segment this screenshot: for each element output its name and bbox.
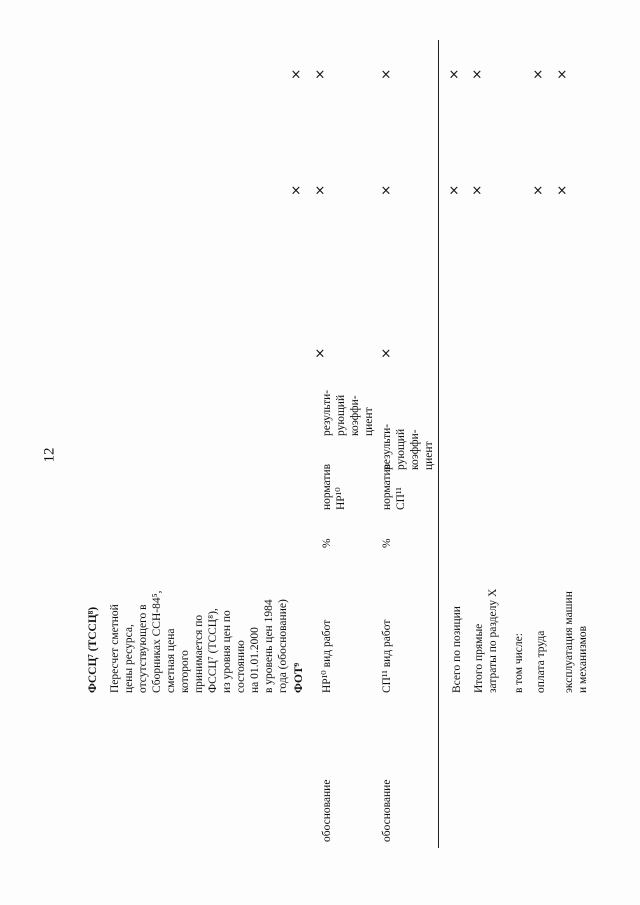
cross-mark: × bbox=[314, 183, 326, 199]
including-label: в том числе: bbox=[513, 633, 525, 693]
cross-mark: × bbox=[532, 183, 544, 199]
page-number: 12 bbox=[41, 447, 58, 463]
cross-mark: × bbox=[380, 183, 392, 199]
cross-mark: × bbox=[314, 346, 326, 362]
recalc-text: Пересчет сметной цены ресурса, отсутствующего в Сборниках ССН-84⁵, сметная цена которого принимается по ФССЦ⁷ (ТССЦ⁸), из уровня цен по состоянию на 01.01.2000 в уровень цен 1984 года (обоснование) bbox=[109, 590, 289, 693]
nr-basis: обоснование bbox=[321, 779, 333, 842]
sp-label: СП¹¹ вид работ bbox=[381, 619, 393, 693]
cross-mark: × bbox=[448, 183, 460, 199]
nr-norm: норматив НР¹⁰ bbox=[321, 463, 347, 510]
cross-mark: × bbox=[380, 346, 392, 362]
cross-mark: × bbox=[290, 183, 302, 199]
cross-mark: × bbox=[556, 67, 568, 83]
cross-mark: × bbox=[556, 183, 568, 199]
cross-mark: × bbox=[314, 67, 326, 83]
sp-coef: результи- рующий коэффи- циент bbox=[381, 423, 435, 470]
cross-mark: × bbox=[448, 67, 460, 83]
table-divider-line bbox=[438, 40, 439, 848]
nr-label: НР¹⁰ вид работ bbox=[321, 619, 333, 693]
nr-coef: результи- рующий коэффи- циент bbox=[321, 389, 375, 436]
cross-mark: × bbox=[471, 183, 483, 199]
sp-unit: % bbox=[381, 538, 393, 548]
fsst-label: ФССЦ⁷ (ТССЦ⁸) bbox=[87, 606, 99, 693]
machine-operation: эксплуатация машин и механизмов bbox=[563, 591, 589, 693]
cross-mark: × bbox=[290, 67, 302, 83]
nr-unit: % bbox=[321, 538, 333, 548]
cross-mark: × bbox=[532, 67, 544, 83]
total-position: Всего по позиции bbox=[451, 606, 463, 693]
cross-mark: × bbox=[471, 67, 483, 83]
labor-payment: оплата труда bbox=[535, 630, 547, 693]
sp-norm: норматив СП¹¹ bbox=[381, 463, 407, 510]
sp-basis: обоснование bbox=[381, 779, 393, 842]
direct-costs: Итого прямые затраты по разделу X bbox=[473, 588, 499, 693]
cross-mark: × bbox=[380, 67, 392, 83]
fot-label: ФОТ⁹ bbox=[293, 662, 305, 693]
